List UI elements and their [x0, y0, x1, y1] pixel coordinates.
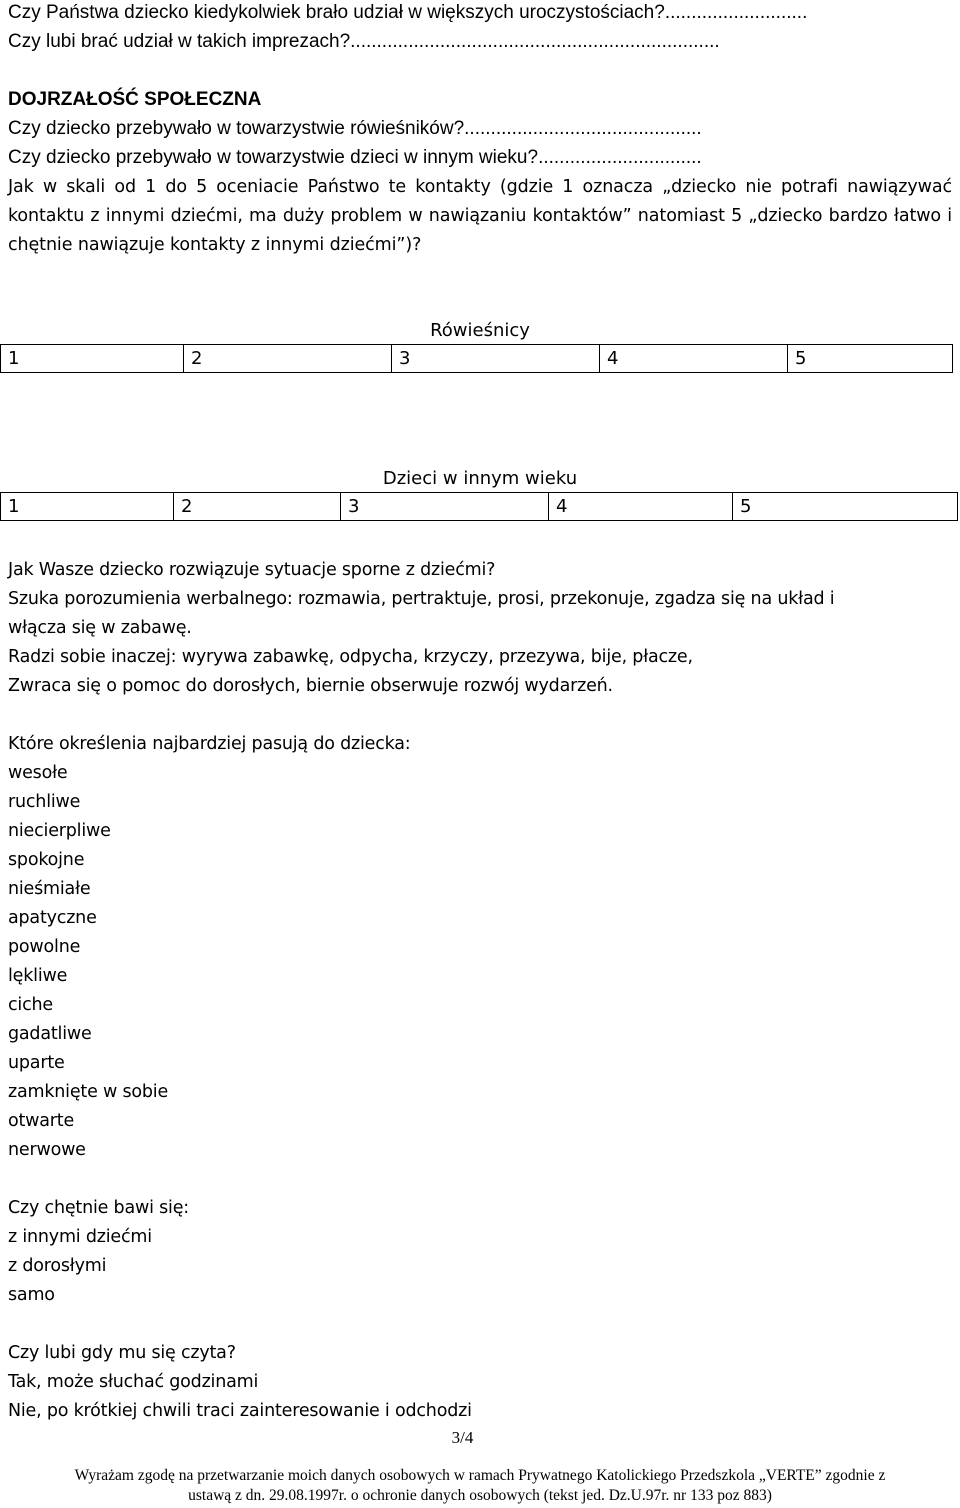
scale-other-ages-cell-4[interactable]: 4: [549, 493, 733, 521]
page-number: 3/4: [451, 1428, 474, 1447]
scale-other-ages-cell-1[interactable]: 1: [1, 493, 174, 521]
conflict-question: Jak Wasze dziecko rozwiązuje sytuacje sporne z dziećmi?: [8, 560, 496, 580]
question-celebrations: Czy Państwa dziecko kiedykolwiek brało udział w większych uroczystościach?...........................: [8, 2, 808, 23]
play-option: z dorosłymi: [8, 1256, 107, 1276]
traits-question: Które określenia najbardziej pasują do dziecka:: [8, 734, 411, 754]
reading-question: Czy lubi gdy mu się czyta?: [8, 1343, 236, 1363]
trait-option: zamknięte w sobie: [8, 1082, 169, 1102]
trait-option: uparte: [8, 1053, 65, 1073]
trait-option: powolne: [8, 937, 81, 957]
conflict-answer-verbal: Szuka porozumienia werbalnego: rozmawia, pertraktuje, prosi, przekonuje, zgadza się na układ i: [8, 589, 835, 609]
scale-peers-cell-4[interactable]: 4: [600, 345, 788, 373]
scale-other-ages-table: [0, 492, 958, 521]
trait-option: lękliwe: [8, 966, 68, 986]
play-question: Czy chętnie bawi się:: [8, 1198, 189, 1218]
question-other-ages: Czy dziecko przebywało w towarzystwie dzieci w innym wieku?...............................: [8, 147, 702, 168]
conflict-answer-other: Radzi sobie inaczej: wyrywa zabawkę, odpycha, krzyczy, przezywa, bije, płacze,: [8, 647, 693, 667]
trait-option: nieśmiałe: [8, 879, 91, 899]
scale-other-ages-cell-5[interactable]: 5: [733, 493, 958, 521]
footer-consent-line-2: ustawą z dn. 29.08.1997r. o ochronie danych osobowych (tekst jed. Dz.U.97r. nr 133 poz 883): [188, 1487, 772, 1504]
conflict-answer-verbal-cont: włącza się w zabawę.: [8, 618, 192, 638]
scale-question-paragraph: Jak w skali od 1 do 5 oceniacie Państwo te kontakty (gdzie 1 oznacza „dziecko nie potrafi nawiązywać kontaktu z innymi dziećmi, ma duży problem w nawiązaniu kontaktów” natomiast 5 „dziecko bardzo łatwo i chętnie nawiązuje kontakty z innymi dziećmi”)?: [8, 177, 952, 255]
reading-option: Nie, po krótkiej chwili traci zainteresowanie i odchodzi: [8, 1401, 472, 1421]
trait-option: apatyczne: [8, 908, 97, 928]
scale-peers-cell-3[interactable]: 3: [392, 345, 600, 373]
scale-peers-cell-5[interactable]: 5: [788, 345, 953, 373]
footer-consent-line-1: Wyrażam zgodę na przetwarzanie moich danych osobowych w ramach Prywatnego Katolickiego Przedszkola „VERTE” zgodnie z: [74, 1467, 886, 1484]
question-likes-events: Czy lubi brać udział w takich imprezach?......................................................................: [8, 31, 720, 52]
trait-option: wesołe: [8, 763, 68, 783]
trait-option: ruchliwe: [8, 792, 81, 812]
trait-option: nerwowe: [8, 1140, 86, 1160]
trait-option: spokojne: [8, 850, 85, 870]
trait-option: ciche: [8, 995, 53, 1015]
scale-peers-cell-1[interactable]: 1: [1, 345, 184, 373]
trait-option: otwarte: [8, 1111, 75, 1131]
question-peers: Czy dziecko przebywało w towarzystwie rówieśników?.............................................: [8, 118, 702, 139]
scale-other-ages-cell-3[interactable]: 3: [341, 493, 549, 521]
trait-option: niecierpliwe: [8, 821, 111, 841]
scale-peers-table: [0, 344, 953, 373]
conflict-answer-adults: Zwraca się o pomoc do dorosłych, biernie obserwuje rozwój wydarzeń.: [8, 676, 613, 696]
scale-peers-caption: Rówieśnicy: [430, 320, 530, 341]
scale-peers-cell-2[interactable]: 2: [184, 345, 392, 373]
scale-other-ages-caption: Dzieci w innym wieku: [382, 468, 578, 489]
play-option: z innymi dziećmi: [8, 1227, 152, 1247]
scale-other-ages-cell-2[interactable]: 2: [174, 493, 341, 521]
play-option: samo: [8, 1285, 55, 1305]
reading-option: Tak, może słuchać godzinami: [8, 1372, 259, 1392]
section-title: DOJRZAŁOŚĆ SPOŁECZNA: [8, 89, 262, 110]
trait-option: gadatliwe: [8, 1024, 92, 1044]
